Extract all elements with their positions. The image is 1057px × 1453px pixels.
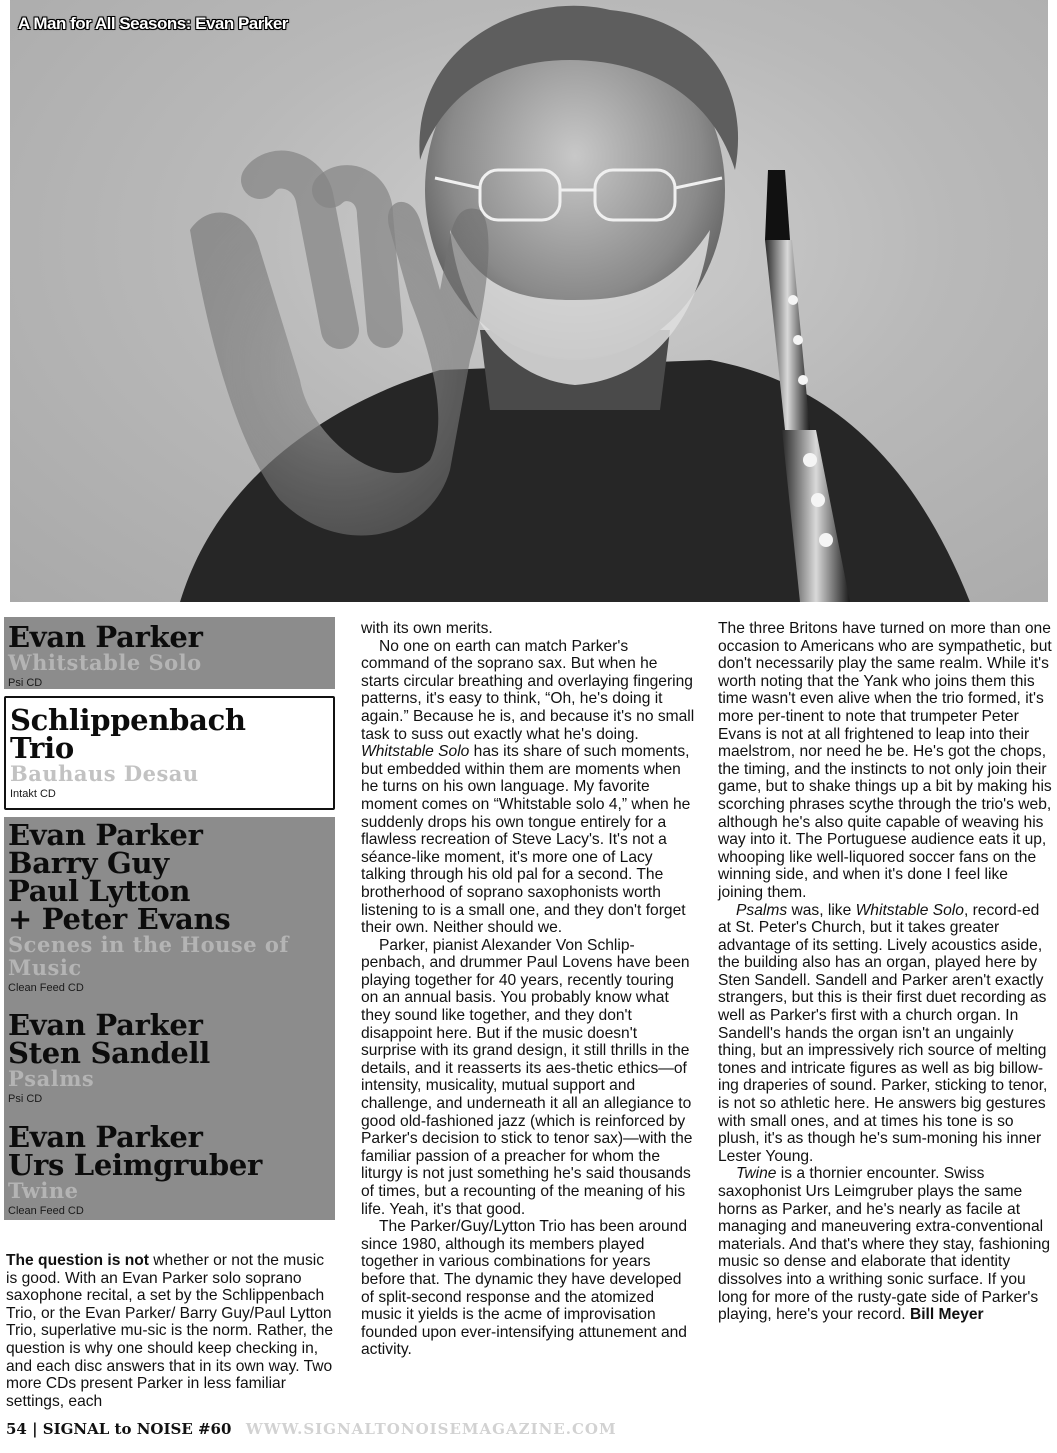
review-label: Psi CD xyxy=(8,1093,43,1105)
review-artist: Evan Parker xyxy=(8,818,203,852)
article-lead-in: The question is not xyxy=(6,1252,149,1269)
review-album: Twine xyxy=(8,1178,79,1203)
review-artist: Schlippenbach xyxy=(10,703,246,737)
photo-caption: A Man for All Seasons: Evan Parker xyxy=(18,14,288,33)
review-artist: Barry Guy xyxy=(8,846,169,880)
article-paragraph: No one on earth can match Parker's command of the soprano sax. But when he starts circular breathing and overlaying fingering patterns, it's easy to think, “Oh, he's doing it again.” Because he is, and because it's no small task to suss out exactly what he's doing. Whitstable Solo has its share of such moments, but embedded within them are moments when he turns on his own language. My favorite moment comes on “Whitstable solo 4,” when he suddenly drops his own tongue entirely for a flawless recreation of Steve Lacy's. It's not a séance-like moment, it's more one of Lacy talking through his old pal for a second. The brotherhood of soprano saxophonists worth listening to is a small one, and they don't forget their own. Neither should we. xyxy=(361,637,695,937)
review-artist: + Peter Evans xyxy=(8,902,231,936)
article-paragraph: The question is not whether or not the music is good. With an Evan Parker solo soprano saxophone recital, a set by the Schlippenbach Trio, or the Evan Parker/ Barry Guy/Paul Lytton Trio, superlative mu-sic is the norm. Rather, the question is why one should keep checking in, and each disc answers that in its own way. Two more CDs present Parker in less familiar settings, each xyxy=(6,1252,334,1410)
review-label: Clean Feed CD xyxy=(8,982,84,994)
album-title: Psalms xyxy=(736,901,788,919)
review-scenes-in-the-house-of-music xyxy=(4,817,335,995)
review-label: Psi CD xyxy=(8,677,43,689)
article-paragraph: The Parker/Guy/Lytton Trio has been around since 1980, although its members played together in various combinations for years before that. The dynamic they have developed of split-second response and the atomized music it yields is the acme of improvisation founded upon ever-intensifying attunement and activity. xyxy=(361,1218,688,1359)
review-artist: Evan Parker xyxy=(8,1120,203,1154)
review-artist: Sten Sandell xyxy=(8,1036,210,1070)
article-paragraph: Psalms was, like Whitstable Solo, record-ed at St. Peter's Church, but it takes greater advantage of its setting. Lively acoustics aside, the building also has an organ, played here by Sten Sandell. Sandell and Parker aren't exactly strangers, but this is their first duet recording as well as Parker's first with a church organ. In Sandell's hands the organ isn't an ungainly thing, but an impressively rich source of melting tones and intricate figures as well as big billow-ing draperies of sound. Parker, sticking to tenor, is not so athletic here. He answers big gestures with small ones, and at times his tone is so plush, it's as though he's sum-moning his inner Lester Young. xyxy=(718,901,1048,1165)
review-album: Scenes in the House of xyxy=(8,932,289,957)
portrait-illustration xyxy=(10,0,1048,602)
review-twine xyxy=(4,1107,335,1217)
review-box-bauhaus-desau xyxy=(4,696,335,810)
article-column-1 xyxy=(6,1252,336,1410)
album-title: Whitstable Solo xyxy=(855,901,964,919)
article-column-2 xyxy=(361,620,695,1359)
review-box-whitstable-solo xyxy=(4,617,335,689)
cover-photo xyxy=(10,0,1048,602)
folio: 54 | SIGNAL to NOISE #60 xyxy=(6,1420,232,1438)
page-footer xyxy=(6,1420,617,1444)
article-paragraph: Parker, pianist Alexander Von Schlip-penbach, and drummer Paul Lovens have been playing together for 40 years, recently touring on an annual basis. You probably know what they sound like together, and they don't disappoint here. But if the music doesn't surprise with its grand design, it still thrills in the details, and it reasserts its aes-thetic ethics—of intensity, musicality, mutual support and challenge, and underneath it all an allegiance to good old-fashioned jazz (which is reinforced by Parker's decision to stick to tenor sax)—with the familiar passion of a preacher for whom the liturgy is not just something he's said thousands of times, but a recounting of the meaning of his life. Yeah, it's that good. xyxy=(361,936,693,1218)
review-artist: Paul Lytton xyxy=(8,874,191,908)
review-artist: Trio xyxy=(10,731,74,765)
review-artist: Evan Parker xyxy=(8,1008,203,1042)
review-artist: Urs Leimgruber xyxy=(8,1148,262,1182)
article-column-3 xyxy=(718,620,1052,1324)
review-box-group xyxy=(4,817,335,1220)
review-artist: Evan Parker xyxy=(8,620,203,654)
article-paragraph: with its own merits. xyxy=(361,620,493,637)
review-label: Clean Feed CD xyxy=(8,1205,84,1217)
review-album: Whitstable Solo xyxy=(8,650,202,675)
review-album: Bauhaus Desau xyxy=(10,761,199,786)
review-album: Music xyxy=(8,955,82,980)
review-psalms xyxy=(4,995,335,1107)
album-title: Twine xyxy=(736,1165,777,1183)
article-paragraph: The three Britons have turned on more than one occasion to Americans who are sympathetic, but don't necessarily play the same realm. While it's worth noting that the Yank who joins them this time wasn't even alive when the trio formed, it's more per-tinent to note that trumpeter Peter Evans is not at all frightened to leap into their maelstrom, nor need he be. He's got the chops, the timing, and the instincts to not only join their game, but to shake things up a bit by making his scorching phrases scythe through the trio's web, although he's also quite capable of weaving his way into it. The Portuguese audience eats it up, whooping like well-liquored soccer fans on the winning side, and when it's done I feel like joining them. xyxy=(718,620,1052,901)
review-album: Psalms xyxy=(8,1066,95,1091)
album-title: Whitstable Solo xyxy=(361,743,470,761)
byline: Bill Meyer xyxy=(909,1306,984,1324)
article-paragraph: Twine is a thornier encounter. Swiss saxophonist Urs Leimgruber plays the same horns as Parker, and he's nearly as facile at managing and maneuvering extra-conventional materials. And that's where they stay, fashioning music so dense and elaborate that identity dissolves into a writhing sonic surface. If you long for more of the rusty-gate side of Parker's playing, here's your record. Bill Meyer xyxy=(718,1165,1051,1324)
review-label: Intakt CD xyxy=(10,788,56,800)
magazine-url: WWW.SIGNALTONOISEMAGAZINE.COM xyxy=(245,1420,617,1438)
